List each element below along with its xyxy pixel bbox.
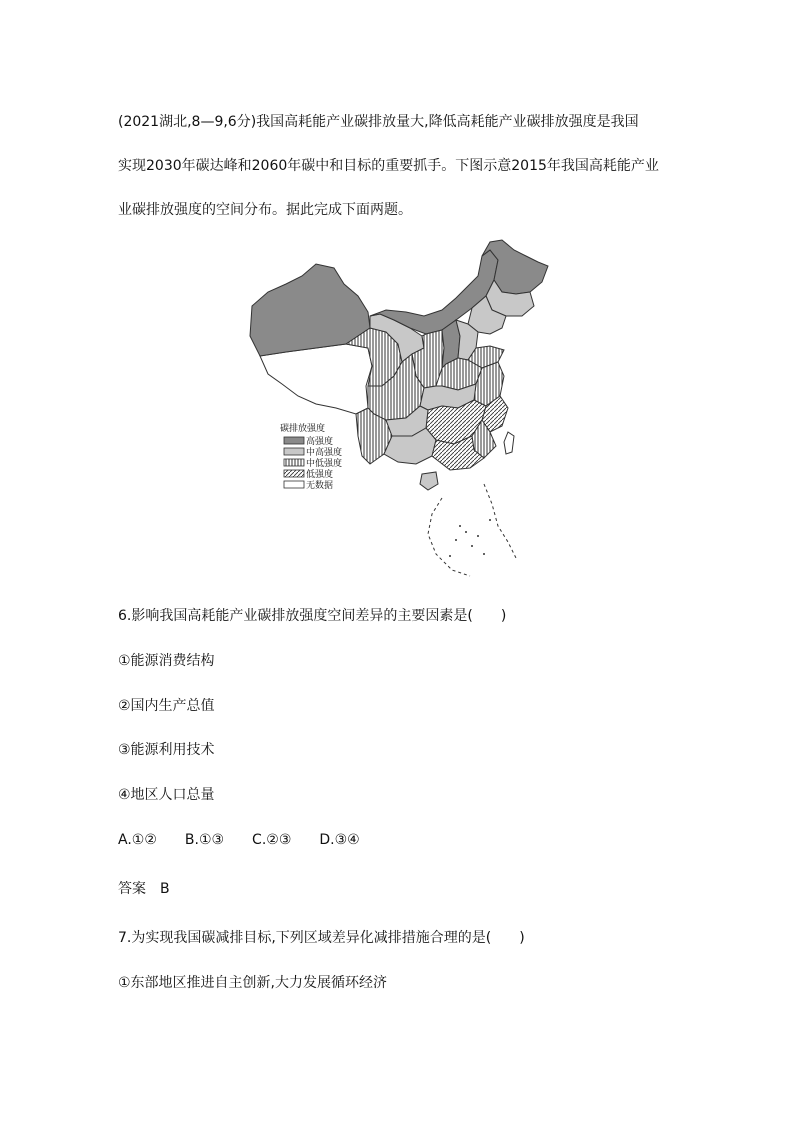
- q6-item-2: ②国内生产总值: [118, 698, 215, 714]
- q6-stem: 6.影响我国高耗能产业碳排放强度空间差异的主要因素是( ): [118, 608, 507, 624]
- legend-swatch-mid-low: [284, 459, 304, 466]
- q6-item-1: ①能源消费结构: [118, 653, 215, 669]
- q7-item-1: ①东部地区推进自主创新,大力发展循环经济: [118, 975, 387, 991]
- legend-swatch-mid-high: [284, 448, 304, 455]
- south-china-sea-boundary: [428, 484, 516, 576]
- intro-line-3: 业碳排放强度的空间分布。据此完成下面两题。: [118, 202, 412, 218]
- legend-label-low: 低强度: [306, 470, 334, 480]
- legend-swatch-no-data: [284, 481, 304, 488]
- intro-line-1: (2021湖北,8—9,6分)我国高耗能产业碳排放量大,降低高耗能产业碳排放强度是我国: [118, 114, 639, 130]
- legend-title: 碳排放强度: [280, 424, 326, 434]
- q6-option-d: D.③④: [319, 832, 360, 848]
- region-hainan: [420, 472, 438, 490]
- intro-line-2: 实现2030年碳达峰和2060年碳中和目标的重要抓手。下图示意2015年我国高耗能产业: [118, 158, 659, 174]
- q6-option-c: C.②③: [252, 832, 292, 848]
- q6-option-a: A.①②: [118, 832, 157, 848]
- map-legend: [280, 422, 342, 491]
- answer-label: 答案: [118, 881, 146, 897]
- legend-label-mid-high: 中高强度: [306, 448, 343, 458]
- china-carbon-intensity-map: [246, 236, 552, 586]
- answer-value: B: [160, 881, 170, 897]
- q6-answer: [118, 879, 170, 899]
- south-china-sea-islands: [449, 519, 491, 557]
- q6-item-3: ③能源利用技术: [118, 742, 215, 758]
- region-tibet: [260, 344, 372, 414]
- legend-label-mid-low: 中低强度: [306, 459, 343, 469]
- legend-label-no-data: 无数据: [306, 481, 334, 491]
- legend-label-high: 高强度: [306, 437, 334, 447]
- q6-option-b: B.①③: [184, 832, 225, 848]
- legend-swatch-low: [284, 470, 304, 477]
- q6-item-4: ④地区人口总量: [118, 787, 215, 803]
- q6-options: [118, 830, 388, 850]
- legend-swatch-high: [284, 437, 304, 444]
- q7-stem: 7.为实现我国碳减排目标,下列区域差异化减排措施合理的是( ): [118, 930, 525, 946]
- region-taiwan: [504, 432, 514, 454]
- question-intro: [118, 100, 678, 232]
